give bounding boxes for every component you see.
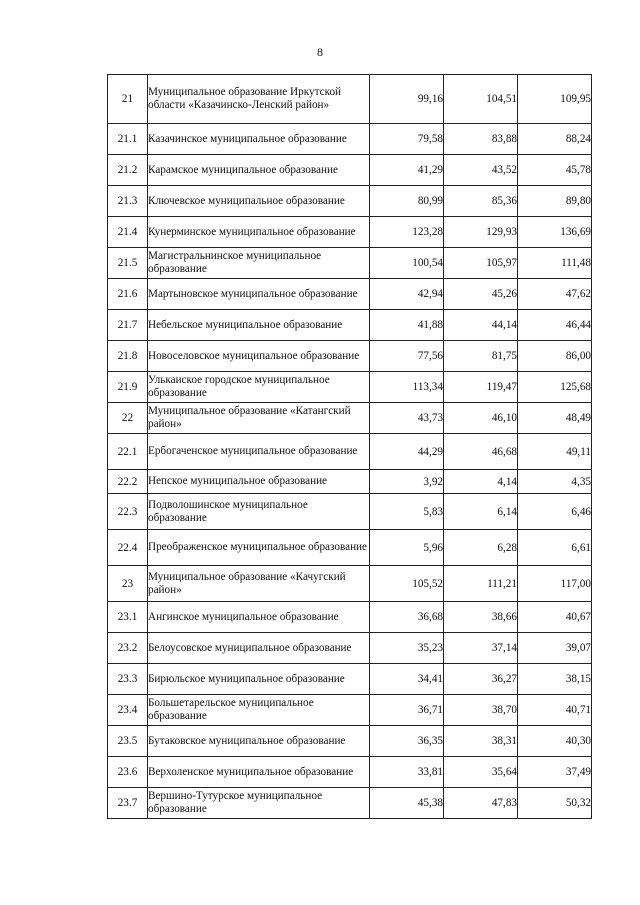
value-2-cell: 6,14 — [444, 494, 518, 530]
value-3-cell: 40,71 — [518, 695, 592, 726]
value-2-cell: 43,52 — [444, 155, 518, 186]
value-3-cell: 4,35 — [518, 470, 592, 494]
table-row — [108, 75, 592, 124]
table-row — [108, 664, 592, 695]
page-number: 8 — [317, 45, 323, 59]
table-row — [108, 217, 592, 248]
row-number-cell: 21.1 — [108, 124, 148, 155]
municipality-name-cell: Улькаиское городское муниципальное образование — [148, 372, 370, 403]
row-number-cell: 21.9 — [108, 372, 148, 403]
row-number-cell: 22.2 — [108, 470, 148, 494]
row-number-cell: 21.3 — [108, 186, 148, 217]
municipality-name-cell: Муниципальное образование Иркутской области «Казачинско-Ленский район» — [148, 75, 370, 124]
municipality-name-cell: Муниципальное образование «Качугский район» — [148, 566, 370, 602]
municipality-name-cell: Преображенское муниципальное образование — [148, 530, 370, 566]
municipality-name-cell: Новоселовское муниципальное образование — [148, 341, 370, 372]
value-1-cell: 41,29 — [370, 155, 444, 186]
value-1-cell: 33,81 — [370, 757, 444, 788]
value-2-cell: 46,10 — [444, 403, 518, 434]
row-number-cell: 23.2 — [108, 633, 148, 664]
value-2-cell: 111,21 — [444, 566, 518, 602]
value-3-cell: 49,11 — [518, 434, 592, 470]
table-row — [108, 186, 592, 217]
table-row — [108, 434, 592, 470]
municipality-name-cell: Подволошинское муниципальное образование — [148, 494, 370, 530]
value-2-cell: 37,14 — [444, 633, 518, 664]
value-3-cell: 86,00 — [518, 341, 592, 372]
municipality-name-cell: Ключевское муниципальное образование — [148, 186, 370, 217]
value-2-cell: 47,83 — [444, 788, 518, 819]
table-row — [108, 403, 592, 434]
table-row — [108, 155, 592, 186]
row-number-cell: 23.1 — [108, 602, 148, 633]
table-row — [108, 248, 592, 279]
table-row — [108, 788, 592, 819]
row-number-cell: 21.7 — [108, 310, 148, 341]
value-1-cell: 36,68 — [370, 602, 444, 633]
value-3-cell: 117,00 — [518, 566, 592, 602]
value-3-cell: 109,95 — [518, 75, 592, 124]
municipality-name-cell: Вершино-Тутурское муниципальное образование — [148, 788, 370, 819]
table-row — [108, 470, 592, 494]
municipality-name-cell: Большетарельское муниципальное образование — [148, 695, 370, 726]
value-1-cell: 41,88 — [370, 310, 444, 341]
row-number-cell: 21.6 — [108, 279, 148, 310]
table-row — [108, 494, 592, 530]
value-3-cell: 6,61 — [518, 530, 592, 566]
municipality-name-cell: Бирюльское муниципальное образование — [148, 664, 370, 695]
value-2-cell: 38,70 — [444, 695, 518, 726]
value-2-cell: 38,66 — [444, 602, 518, 633]
table-row — [108, 310, 592, 341]
value-1-cell: 42,94 — [370, 279, 444, 310]
municipality-name-cell: Ангинское муниципальное образование — [148, 602, 370, 633]
row-number-cell: 23.3 — [108, 664, 148, 695]
municipality-name-cell: Карамское муниципальное образование — [148, 155, 370, 186]
table-row — [108, 757, 592, 788]
value-2-cell: 36,27 — [444, 664, 518, 695]
value-2-cell: 35,64 — [444, 757, 518, 788]
value-2-cell: 105,97 — [444, 248, 518, 279]
municipality-name-cell: Непское муниципальное образование — [148, 470, 370, 494]
value-3-cell: 48,49 — [518, 403, 592, 434]
value-1-cell: 36,71 — [370, 695, 444, 726]
value-3-cell: 88,24 — [518, 124, 592, 155]
row-number-cell: 21 — [108, 75, 148, 124]
row-number-cell: 21.4 — [108, 217, 148, 248]
value-1-cell: 45,38 — [370, 788, 444, 819]
value-3-cell: 39,07 — [518, 633, 592, 664]
table-row — [108, 633, 592, 664]
row-number-cell: 22.1 — [108, 434, 148, 470]
municipality-name-cell: Казачинское муниципальное образование — [148, 124, 370, 155]
value-2-cell: 81,75 — [444, 341, 518, 372]
municipality-name-cell: Магистральнинское муниципальное образование — [148, 248, 370, 279]
row-number-cell: 21.5 — [108, 248, 148, 279]
value-2-cell: 85,36 — [444, 186, 518, 217]
municipal-values-table — [107, 74, 592, 819]
value-1-cell: 79,58 — [370, 124, 444, 155]
municipality-name-cell: Небельское муниципальное образование — [148, 310, 370, 341]
table-row — [108, 530, 592, 566]
table-row — [108, 566, 592, 602]
value-2-cell: 38,31 — [444, 726, 518, 757]
municipality-name-cell: Бутаковское муниципальное образование — [148, 726, 370, 757]
value-1-cell: 113,34 — [370, 372, 444, 403]
municipality-name-cell: Кунерминское муниципальное образование — [148, 217, 370, 248]
value-1-cell: 44,29 — [370, 434, 444, 470]
row-number-cell: 22.4 — [108, 530, 148, 566]
row-number-cell: 23 — [108, 566, 148, 602]
value-1-cell: 105,52 — [370, 566, 444, 602]
municipality-name-cell: Белоусовское муниципальное образование — [148, 633, 370, 664]
value-2-cell: 83,88 — [444, 124, 518, 155]
value-2-cell: 46,68 — [444, 434, 518, 470]
value-2-cell: 6,28 — [444, 530, 518, 566]
value-3-cell: 40,30 — [518, 726, 592, 757]
row-number-cell: 23.5 — [108, 726, 148, 757]
row-number-cell: 23.6 — [108, 757, 148, 788]
value-2-cell: 129,93 — [444, 217, 518, 248]
municipality-name-cell: Мартыновское муниципальное образование — [148, 279, 370, 310]
value-3-cell: 40,67 — [518, 602, 592, 633]
table-row — [108, 372, 592, 403]
value-3-cell: 6,46 — [518, 494, 592, 530]
row-number-cell: 22 — [108, 403, 148, 434]
value-2-cell: 119,47 — [444, 372, 518, 403]
value-3-cell: 45,78 — [518, 155, 592, 186]
value-3-cell: 125,68 — [518, 372, 592, 403]
row-number-cell: 21.2 — [108, 155, 148, 186]
value-1-cell: 36,35 — [370, 726, 444, 757]
municipality-name-cell: Муниципальное образование «Катангский район» — [148, 403, 370, 434]
value-2-cell: 104,51 — [444, 75, 518, 124]
value-2-cell: 45,26 — [444, 279, 518, 310]
value-1-cell: 77,56 — [370, 341, 444, 372]
row-number-cell: 23.7 — [108, 788, 148, 819]
table-row — [108, 279, 592, 310]
value-1-cell: 3,92 — [370, 470, 444, 494]
table-row — [108, 695, 592, 726]
value-3-cell: 38,15 — [518, 664, 592, 695]
row-number-cell: 22.3 — [108, 494, 148, 530]
value-1-cell: 5,83 — [370, 494, 444, 530]
value-2-cell: 44,14 — [444, 310, 518, 341]
value-3-cell: 136,69 — [518, 217, 592, 248]
value-3-cell: 89,80 — [518, 186, 592, 217]
table-row — [108, 341, 592, 372]
row-number-cell: 21.8 — [108, 341, 148, 372]
value-1-cell: 100,54 — [370, 248, 444, 279]
table-row — [108, 602, 592, 633]
value-1-cell: 43,73 — [370, 403, 444, 434]
value-1-cell: 35,23 — [370, 633, 444, 664]
table-row — [108, 726, 592, 757]
value-3-cell: 50,32 — [518, 788, 592, 819]
municipality-name-cell: Верхоленское муниципальное образование — [148, 757, 370, 788]
value-1-cell: 5,96 — [370, 530, 444, 566]
row-number-cell: 23.4 — [108, 695, 148, 726]
value-3-cell: 47,62 — [518, 279, 592, 310]
value-1-cell: 80,99 — [370, 186, 444, 217]
value-3-cell: 37,49 — [518, 757, 592, 788]
value-3-cell: 111,48 — [518, 248, 592, 279]
table-row — [108, 124, 592, 155]
value-1-cell: 123,28 — [370, 217, 444, 248]
value-1-cell: 99,16 — [370, 75, 444, 124]
value-1-cell: 34,41 — [370, 664, 444, 695]
municipality-name-cell: Ербогаченское муниципальное образование — [148, 434, 370, 470]
value-2-cell: 4,14 — [444, 470, 518, 494]
value-3-cell: 46,44 — [518, 310, 592, 341]
